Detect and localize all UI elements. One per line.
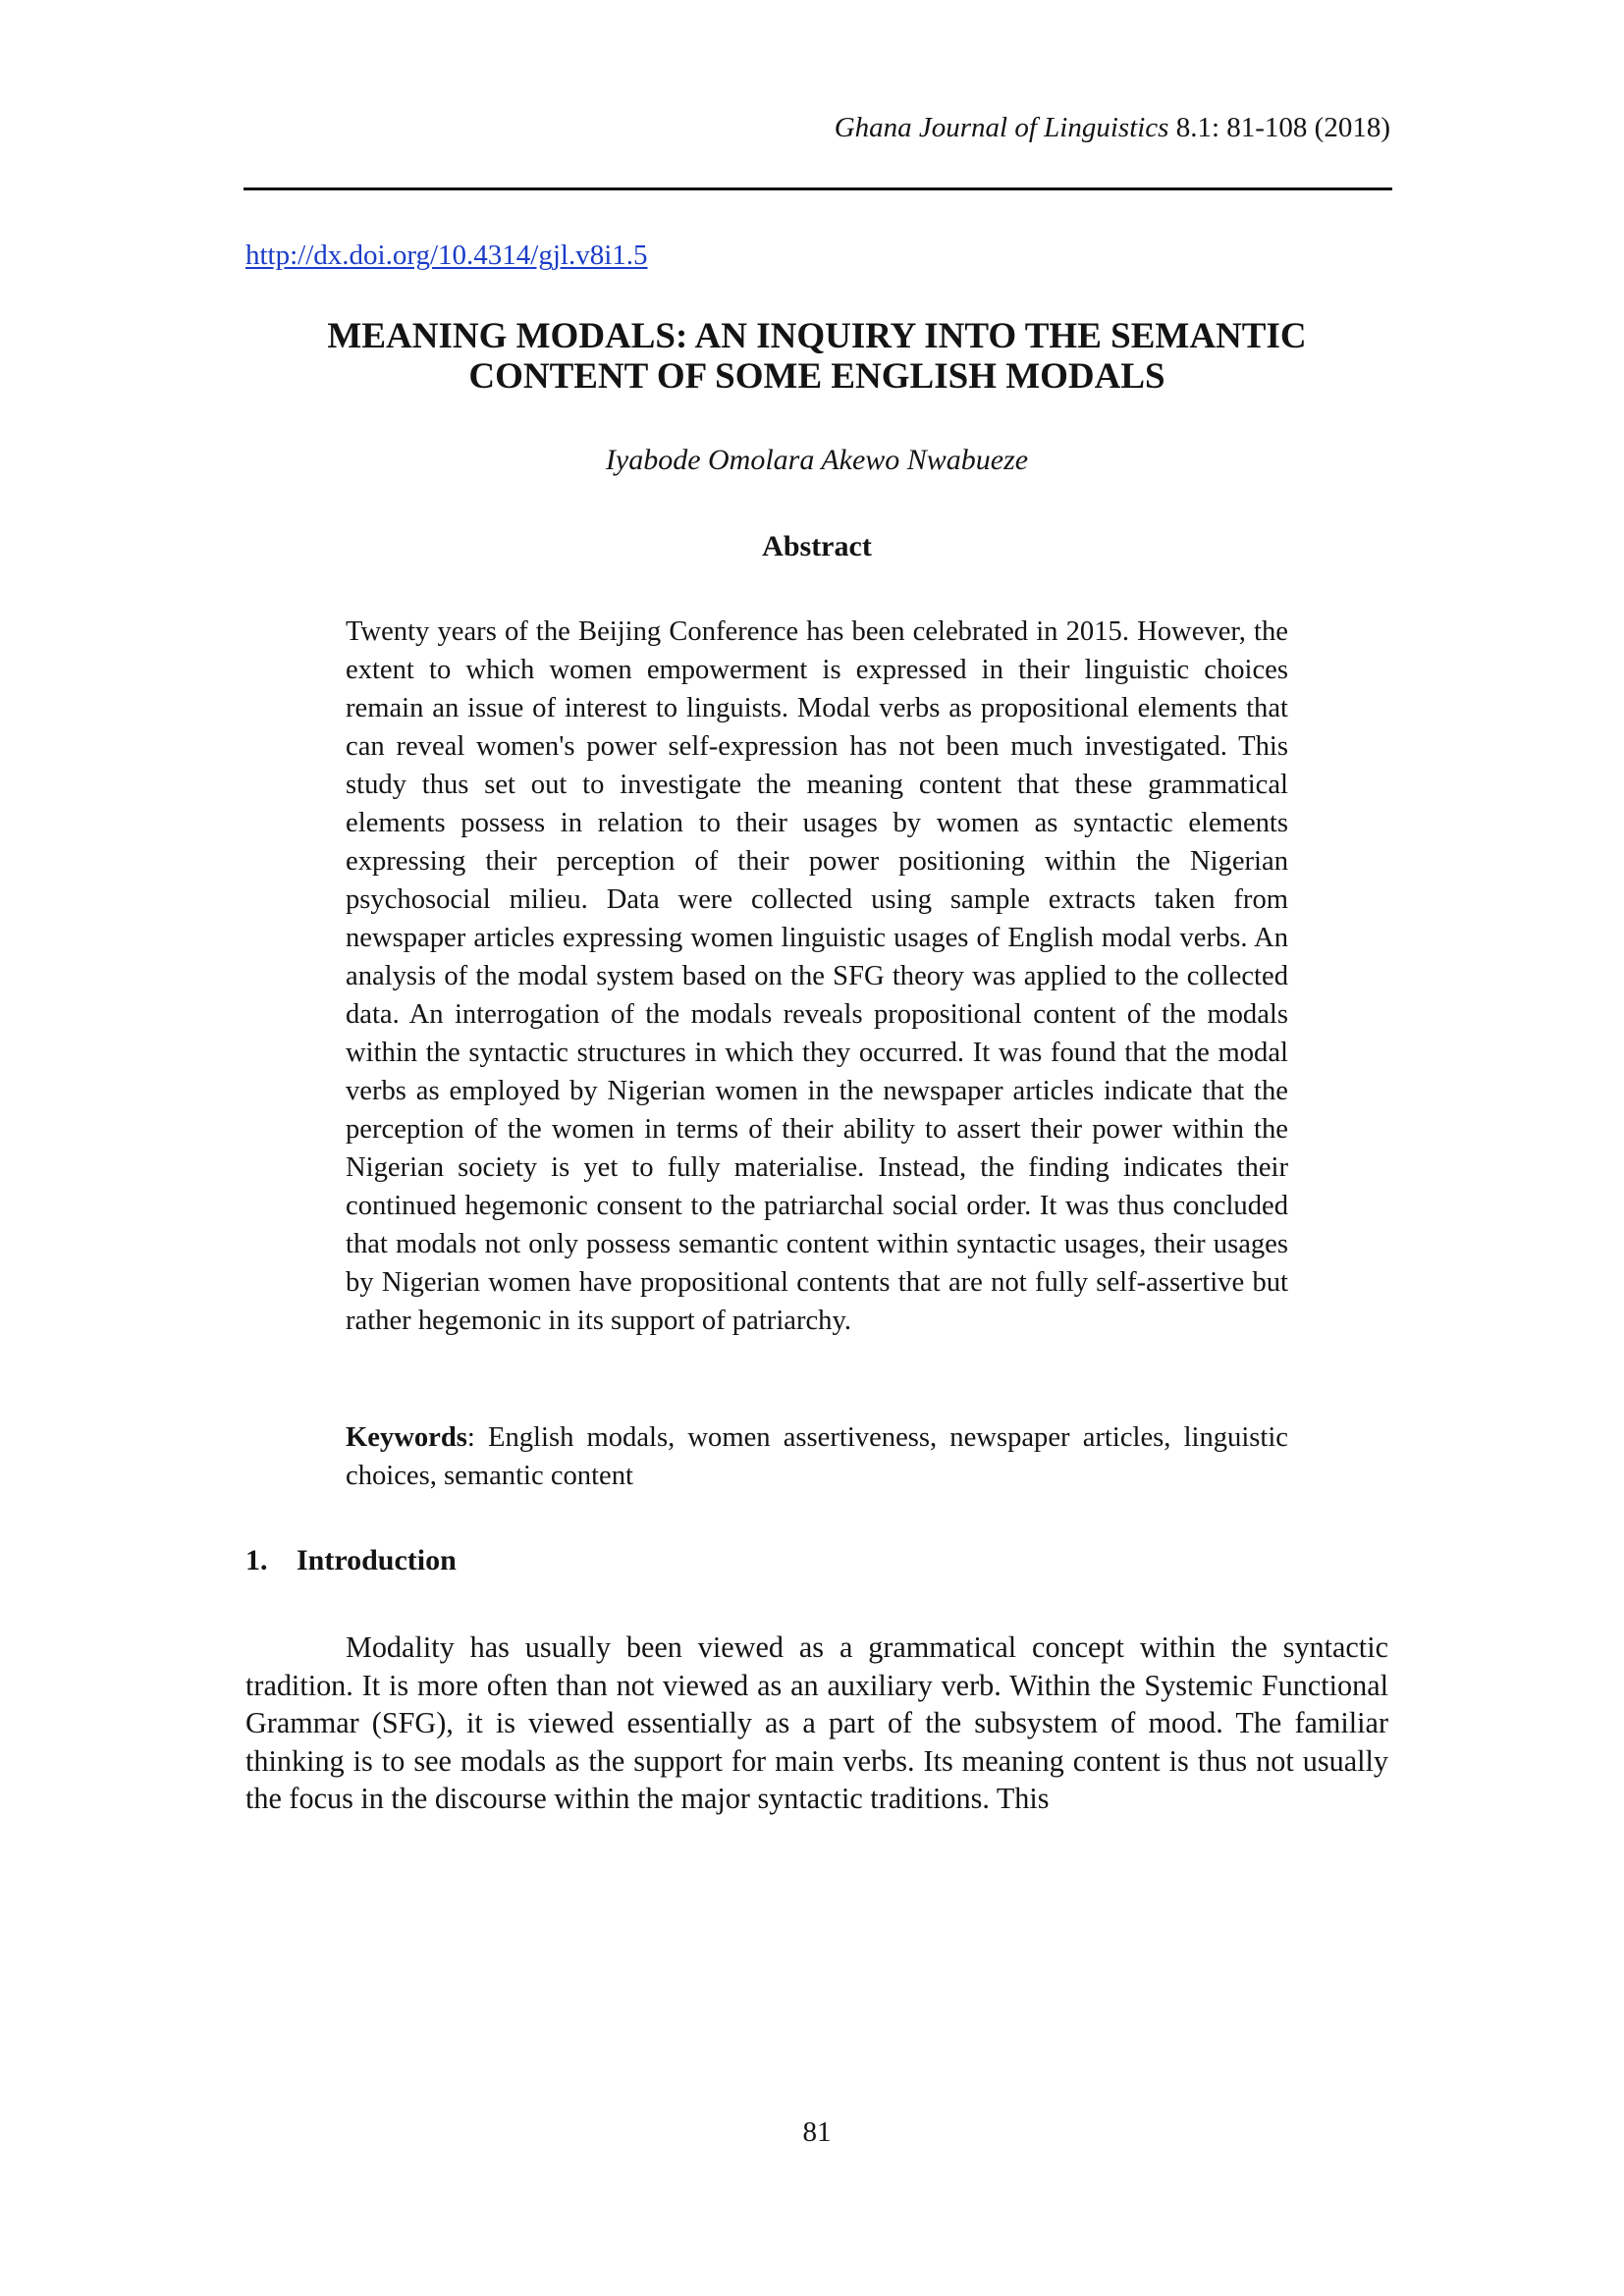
keywords-label: Keywords: [346, 1422, 467, 1453]
doi-link[interactable]: http://dx.doi.org/10.4314/gjl.v8i1.5: [245, 240, 648, 271]
introduction-paragraph: Modality has usually been viewed as a grammatical concept within the syntactic tradition. It is more often than not viewed as an auxiliary verb. Within the Systemic Functional Grammar (SFG), it is viewed essentially as a part of the subsystem of mood. The familiar thinking is to see modals as the support for main verbs. Its meaning content is thus not usually the focus in the discourse within the major syntactic traditions. This: [245, 1630, 1388, 1815]
section-number: 1.: [245, 1544, 268, 1576]
page-number: 81: [802, 2116, 832, 2148]
author-name: Iyabode Omolara Akewo Nwabueze: [605, 444, 1029, 476]
abstract-text: Twenty years of the Beijing Conference has been celebrated in 2015. However, the extent to which women empowerment is expressed in their linguistic choices remain an issue of interest to linguists. Modal verbs as propositional elements that can reveal women's power self-expression has not been much investigated. This study thus set out to investigate the meaning content that these grammatical elements possess in relation to their usages by women as syntactic elements expressing their perception of their power positioning within the Nigerian psychosocial milieu. Data were collected using sample extracts taken from newspaper articles expressing women linguistic usages of English modal verbs. An analysis of the modal system based on the SFG theory was applied to the collected data. An interrogation of the modals reveals propositional content of the modals within the syntactic structures in which they occurred. It was found that the modal verbs as employed by Nigerian women in the newspaper articles indicate that the perception of the women in terms of their ability to assert their power within the Nigerian society is yet to fully materialise. Instead, the finding indicates their continued hegemonic consent to the patriarchal social order. It was thus concluded that modals not only possess semantic content within syntactic usages, their usages by Nigerian women have propositional contents that are not fully self-assertive but rather hegemonic in its support of patriarchy.: [346, 616, 1288, 1336]
journal-name: Ghana Journal of Linguistics: [834, 112, 1169, 143]
header-divider: [244, 187, 1392, 190]
paper-title: MEANING MODALS: AN INQUIRY INTO THE SEMANTIC CONTENT OF SOME ENGLISH MODALS: [327, 316, 1307, 397]
abstract-heading: Abstract: [762, 530, 872, 562]
section-title: Introduction: [297, 1544, 457, 1576]
journal-citation: 8.1: 81-108 (2018): [1168, 112, 1390, 143]
running-header: [244, 110, 1390, 145]
keywords: [346, 1418, 1288, 1495]
keywords-list: : English modals, women assertiveness, newspaper articles, linguistic choices, semantic content: [346, 1422, 1288, 1491]
section-heading: [245, 1543, 457, 1578]
